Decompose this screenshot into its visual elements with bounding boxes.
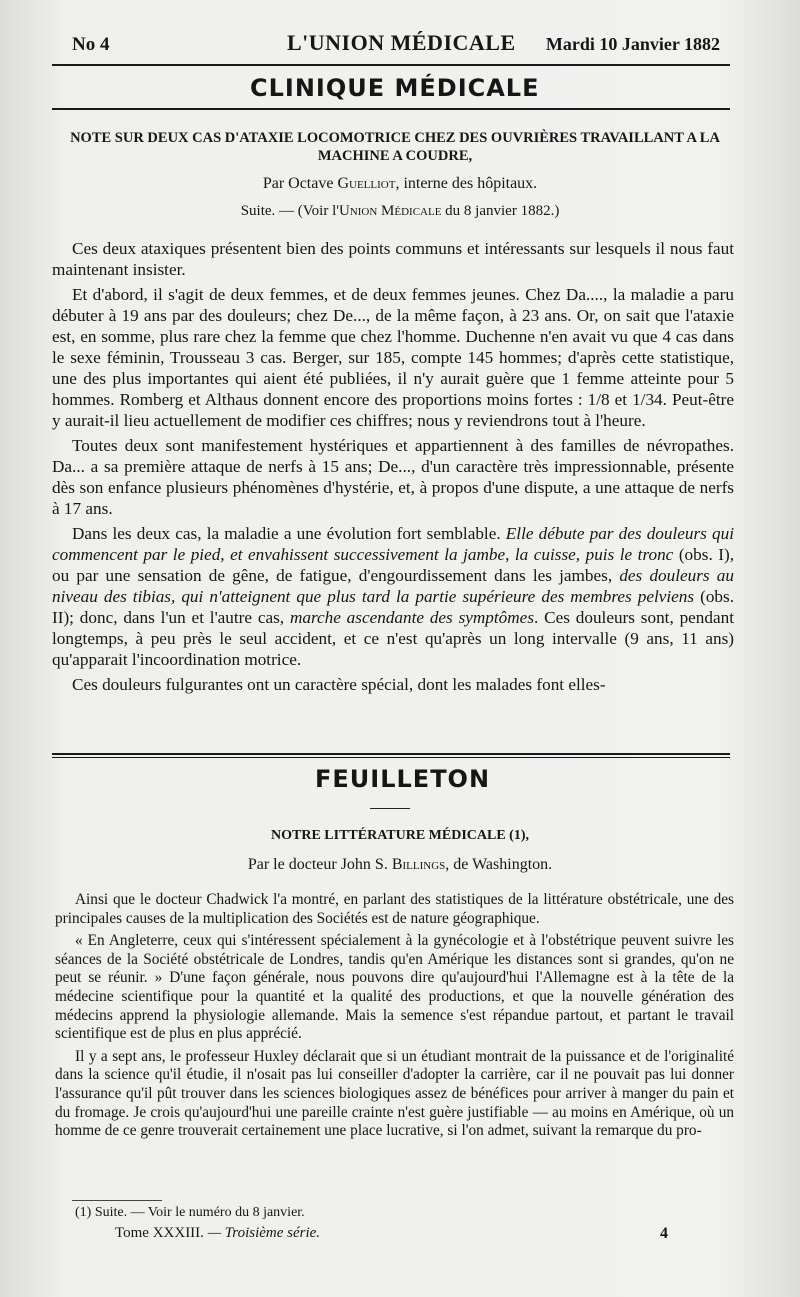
article-paragraph: Ces deux ataxiques présentent bien des points communs et intéressants sur lesquels il nous faut maintenant insister. bbox=[52, 239, 734, 279]
article-paragraph: Toutes deux sont manifestement hystériques et appartiennent à des familles de névropathes. Da... a sa première attaque de nerfs à 15 ans; De..., d'un caractère très impressionnable, présente dès son enfance plusieurs phénomènes d'hystérie, et, à propos d'une dispute, a une attaque de nerfs à 17 ans. bbox=[52, 436, 734, 518]
series-label: — Troisième série. bbox=[207, 1225, 321, 1241]
section-rule bbox=[52, 108, 730, 110]
suite-suffix: du 8 janvier 1882.) bbox=[441, 203, 560, 219]
author-name: Billings bbox=[391, 856, 446, 873]
byline-prefix: Par Octave bbox=[262, 175, 338, 192]
feuilleton-rule-bottom bbox=[52, 757, 730, 758]
feuilleton-heading: FEUILLETON bbox=[315, 765, 491, 793]
article-title: NOTE SUR DEUX CAS D'ATAXIE LOCOMOTRICE CHEZ DES OUVRIÈRES TRAVAILLANT A LA MACHINE A COUDRE, bbox=[70, 130, 720, 164]
footnote: (1) Suite. — Voir le numéro du 8 janvier. bbox=[75, 1205, 305, 1220]
footnote-rule bbox=[72, 1200, 162, 1201]
italic-run: des douleurs au niveau des tibias, qui n'atteignent que plus tard la partie supérieure des membres pelviens bbox=[52, 566, 734, 606]
byline-suffix: , de Washington. bbox=[445, 856, 553, 873]
issue-date: Mardi 10 Janvier 1882 bbox=[545, 34, 720, 54]
issue-number: No 4 bbox=[72, 34, 110, 55]
suite-journal: Union Médicale bbox=[338, 203, 442, 219]
page-header bbox=[62, 28, 722, 62]
feuilleton-paragraph: Ainsi que le docteur Chadwick l'a montré, en parlant des statistiques de la littérature obstétricale, une des principales causes de la multiplication des Sociétés est de nature géographique. bbox=[55, 891, 734, 927]
article-byline bbox=[0, 175, 800, 193]
page-number: 4 bbox=[660, 1225, 668, 1242]
feuilleton-paragraph: « En Angleterre, ceux qui s'intéressent spécialement à la gynécologie et à l'obstétrique peuvent suivre les séances de la Société obstétricale de Londres, tandis qu'en Amérique les distances sont si grandes, qu'on ne peut se réunir. » D'une façon générale, nous pouvons dire qu'aujourd'hui l'Allemagne est à la tête de la médecine scientifique pour la quantité et la qualité des productions, et que la nouvelle génération des médecins apprend la physiologie allemande. Mais la semence s'est répandue partout, et partant le travail scientifique est de plus en plus apprécié. bbox=[55, 932, 734, 1043]
byline-suffix: , interne des hôpitaux. bbox=[395, 175, 538, 192]
byline-prefix: Par le docteur John S. bbox=[247, 856, 392, 873]
tome-number: Tome XXXIII. bbox=[115, 1225, 204, 1241]
article-continuation-note bbox=[0, 203, 800, 220]
feuilleton-body bbox=[55, 891, 734, 1145]
text-run: . Ces douleurs sont, pendant longtemps, à peu près le seul accident, et ce n'est qu'après un long intervalle (9 ans, 11 ans) qu'apparait l'incoordination motrice. bbox=[52, 608, 734, 669]
section-title: CLINIQUE MÉDICALE bbox=[250, 74, 540, 102]
article-paragraph: Et d'abord, il s'agit de deux femmes, et de deux femmes jeunes. Chez Da...., la maladie a paru débuter à 19 ans par des douleurs; chez De..., de la même façon, à 23 ans. Or, on sait que l'ataxie est, en somme, plus rare chez la femme que chez l'homme. Duchenne n'en avait vu que 4 cas dans le sexe féminin, Trousseau 3 cas. Berger, sur 185, compte 145 hommes; d'après cette statistique, une des plus importantes qui aient été publiées, il n'y aurait guère que 1 femme atteinte pour 5 hommes. Romberg et Althaus donnent encore des proportions moins fortes : 1/8 et 1/34. Peut-être y aurait-il lieu actuellement de modifier ces chiffres; nous y reviendrons tout à l'heure. bbox=[52, 285, 734, 430]
journal-title: L'UNION MÉDICALE bbox=[287, 30, 516, 55]
feuilleton-paragraph: Il y a sept ans, le professeur Huxley déclarait que si un étudiant montrait de la puissance et de l'originalité dans la science qu'il étudie, il n'osait pas lui conseiller d'adopter la carrière, car il ne pouvait pas lui donner l'assurance qu'il pût trouver dans les sciences biologiques assez de bénéfices pour arriver à manger du pain et du fromage. Je crois qu'aujourd'hui une pareille crainte n'est guère justifiable — au moins en Amérique, où un homme de ce genre trouverait certainement une place lucrative, si l'on admet, suivant la remarque du pro- bbox=[55, 1047, 734, 1140]
suite-prefix: Suite. — (Voir l' bbox=[240, 203, 339, 219]
feuilleton-title: NOTRE LITTÉRATURE MÉDICALE (1), bbox=[271, 828, 529, 843]
text-run: (obs. II); donc, dans l'un et l'autre cas, bbox=[52, 587, 734, 627]
header-rule bbox=[52, 64, 730, 66]
author-name: Guelliot bbox=[337, 175, 396, 192]
feuilleton-byline bbox=[0, 856, 800, 874]
article-body bbox=[52, 238, 734, 699]
article-paragraph: Ces douleurs fulgurantes ont un caractère spécial, dont les malades font elles- bbox=[72, 675, 606, 694]
text-run: Dans les deux cas, la maladie a une évolution fort semblable. bbox=[72, 524, 506, 543]
tome-line bbox=[115, 1225, 320, 1242]
italic-run: Elle débute par des douleurs qui commencent par le pied, et envahissent successivement la jambe, la cuisse, puis le tronc bbox=[52, 524, 734, 564]
italic-run: marche ascendante des symptômes bbox=[289, 608, 535, 627]
article-paragraph bbox=[52, 523, 734, 670]
feuilleton-rule-top bbox=[52, 753, 730, 755]
text-run: (obs. I), ou par une sensation de gêne, de fatigue, d'engourdissement dans les jambes, bbox=[52, 545, 734, 585]
feuilleton-divider bbox=[370, 808, 410, 809]
